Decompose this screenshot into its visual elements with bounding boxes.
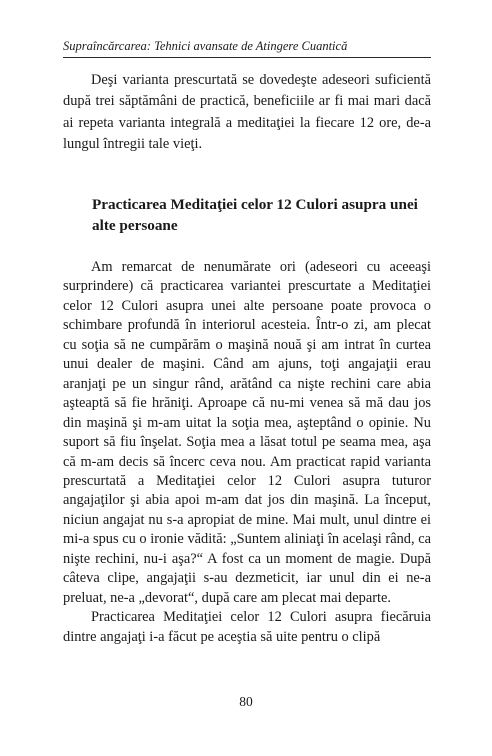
page-number: 80 — [239, 694, 253, 709]
body-paragraph: Practicarea Meditaţiei celor 12 Culori asupra fiecăruia dintre angajaţi i-a făcut pe aceştia să uite pentru o clipă — [63, 609, 431, 645]
section-heading: Practicarea Meditaţiei celor 12 Culori asupra unei alte persoane — [92, 196, 418, 234]
intro-paragraph: Deşi varianta prescurtată se dovedeşte adeseori suficientă după trei săptămâni de practică, beneficiile ar fi mai mari dacă ai repeta varianta integrală a meditaţiei la fiecare 12 ore, de-a lungul întregii tale vieţi. — [63, 72, 431, 153]
running-header: Supraîncărcarea: Tehnici avansate de Atingere Cuantică — [63, 39, 348, 53]
body-text — [63, 258, 431, 647]
header-rule — [63, 57, 431, 58]
body-paragraph: Am remarcat de nenumărate ori (adeseori cu aceeaşi surprindere) că practicarea variantei prescurtate a Meditaţiei celor 12 Culori asupra unei alte persoane poate provoca o schimbare profundă în interiorul acesteia. Într-o zi, am plecat cu soţia să ne cumpărăm o maşină nouă şi am intrat în curtea unui dealer de maşini. Când am ajuns, toţi angajaţii erau aranjaţi pe un singur rând, arătând ca nişte rechini care abia aşteaptă să fie hrăniţi. Aproape că nu-mi venea să mă dau jos din maşină şi m-am uitat la soţia mea, aşteptând o opinie. Nu suport să fiu înşelat. Soţia mea a lăsat totul pe seama mea, aşa că m-am decis să încerc ceva nou. Am practicat rapid varianta prescurtată a Meditaţiei celor 12 Culori asupra tuturor angajaţilor şi abia apoi m-am dat jos din maşină. La început, niciun angajat nu s-a apropiat de mine. Mai mult, unul dintre ei mi-a spus cu o ironie vădită: „Suntem aliniaţi în acelaşi rând, ca nişte rechini, nu-i aşa?“ A fost ca un moment de magie. După câteva clipe, angajaţii s-au dezmeticit, iar unul din ei ne-a preluat, ne-a „devorat“, după care am plecat mai departe. — [63, 259, 431, 606]
